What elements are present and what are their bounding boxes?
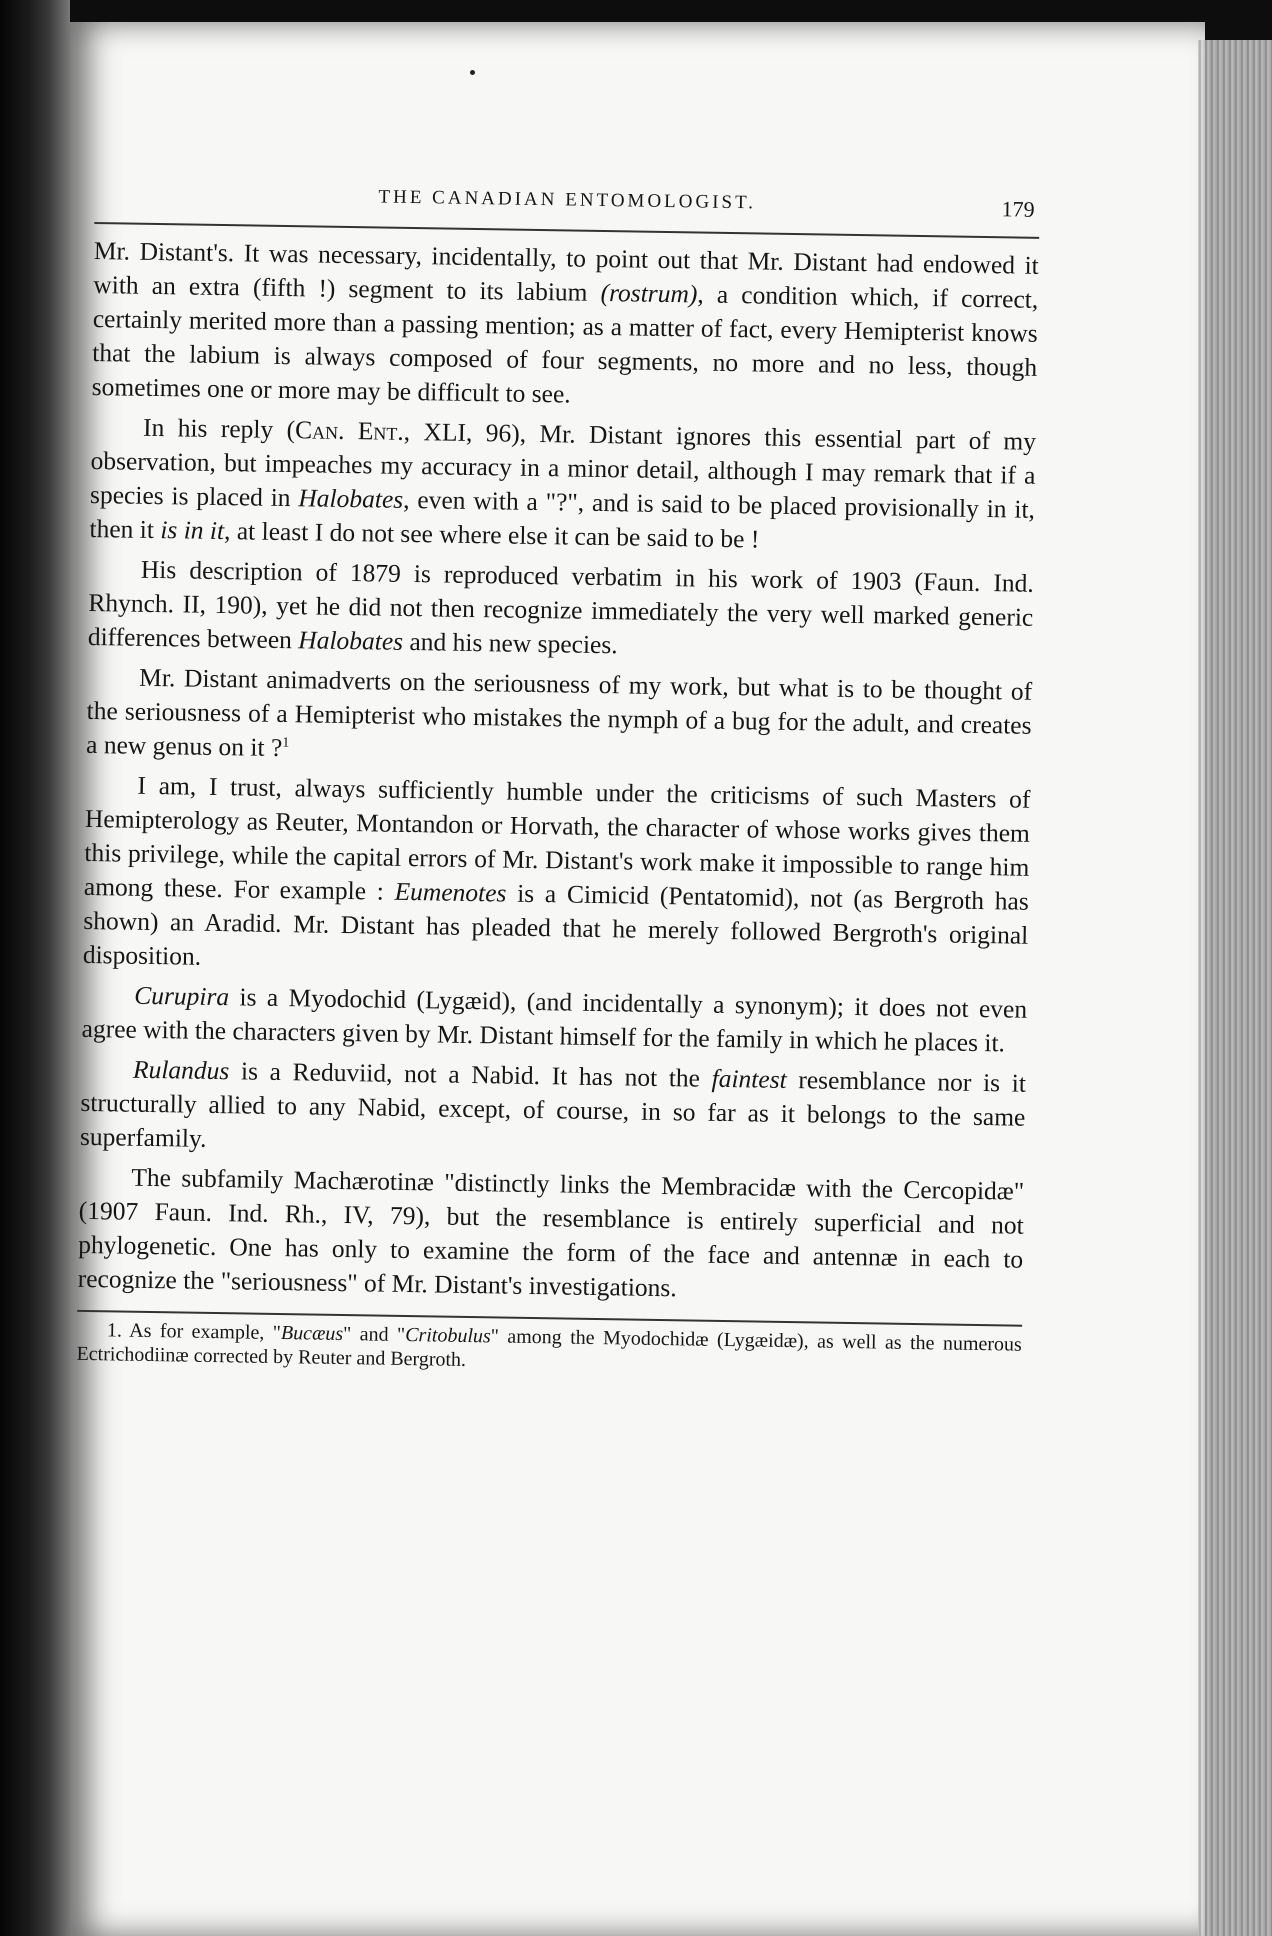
italic-run: Rulandus [132,1054,230,1086]
footnote-marker: 1 [282,735,290,751]
paragraph-2 [89,410,1036,561]
small-caps-run: Can. Ent. [294,415,405,446]
paragraph-4 [86,660,1032,777]
page-number: 179 [1001,196,1035,222]
italic-run: Halobates [298,625,404,656]
text-run: " among the Myodochidæ (Lygæidæ), as well as the numerous Ectrichodiinæ corrected by Reuter and Bergroth. [76,1325,1022,1371]
paragraph-1 [91,234,1039,419]
text-run: , a condition which, if correct, certainly merited more than a passing mention; as a matter of fact, every Hemipterist knows that the labium is always composed of four segments, no more and no less, though sometimes one or more may be difficult to see. [91,279,1039,409]
text-run: The subfamily Machærotinæ "distinctly links the Membracidæ with the Cercopidæ" (1907 Faun. Ind. Rh., IV, 79), but the resemblance is entirely superficial and not phylogenetic. One has only to examine the form of the face and antennæ in each to recognize the "seriousness" of Mr. Distant's investigations. [77,1162,1025,1303]
text-run: In his reply ( [142,412,296,445]
text-run: is a Cimicid (Pentatomid), not (as Bergroth has shown) an Aradid. Mr. Distant has pleaded that he merely followed Bergroth's original disposition. [82,878,1030,971]
italic-run: faintest [711,1063,787,1094]
text-run: Mr. Distant's. It was necessary, incidentally, to point out that Mr. Distant had endowed it with an extra (fifth !) segment to its labium [93,235,1040,307]
text-run: Mr. Distant animadverts on the seriousness of my work, but what is to be thought of the seriousness of a Hemipterist who mistakes the nymph of a bug for the adult, and creates a new genus on it ? [85,662,1033,763]
text-run: , even with a "?", and is said to be placed provisionally in it, then it [89,484,1036,545]
text-run: His description of 1879 is reproduced verbatim in his work of 1903 (Faun. Ind. Rhynch. II, 190), yet he did not then recognize immediately the very well marked generic differences between [87,554,1035,655]
paragraph-5 [83,768,1031,987]
page-content [76,180,1040,1381]
page-edges [1198,40,1272,1936]
text-run: and his new species. [402,626,618,660]
italic-run: (rostrum) [600,277,698,309]
book-binding-shadow [0,0,70,1936]
text-run: is a Reduviid, not a Nabid. It has not the [229,1056,712,1093]
paragraph-3 [88,552,1034,669]
italic-run: is in it [160,515,225,546]
text-run: is a Myodochid (Lygæid), (and incidentally a synonym); it does not even agree with the characters given by Mr. Distant himself for the family in which he places it. [81,982,1028,1058]
paragraph-7 [80,1052,1026,1169]
running-title: THE CANADIAN ENTOMOLOGIST. [378,186,757,214]
text-run: 1. As for example, " [106,1319,282,1345]
italic-run: Curupira [133,980,230,1012]
italic-run: Halobates [298,483,404,514]
text-run: " and " [342,1323,406,1347]
text-run: I am, I trust, always sufficiently humble under the criticisms of such Masters of Hemipterology as Reuter, Montandon or Horvath, the character of whose works gives them this privilege, while the capital errors of Mr. Distant's work make it impossible to range him among these. For example : [83,770,1031,906]
text-run: resemblance nor is it structurally allied to any Nabid, except, of course, in so far as it belongs to the same superfamily. [79,1064,1027,1153]
text-run: , at least I do not see where else it can be said to be ! [223,516,760,554]
italic-run: Eumenotes [394,876,507,908]
paragraph-6 [81,978,1027,1061]
dust-speck [470,70,475,75]
italic-run: Critobulus [405,1324,491,1348]
italic-run: Bucæus [280,1322,344,1346]
paragraph-8 [77,1160,1024,1311]
text-run: , XLI, 96), Mr. Distant ignores this essential part of my observation, but impeaches my accuracy in a minor detail, although I may remark that if a species is placed in [89,416,1037,513]
